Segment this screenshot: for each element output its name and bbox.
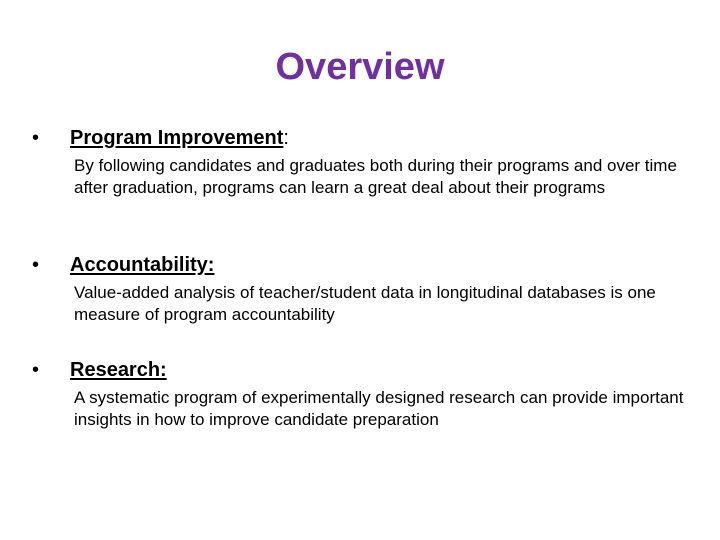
- section-body: Value-added analysis of teacher/student data in longitudinal databases is one measure of program accountability: [74, 283, 656, 324]
- heading-suffix: :: [283, 127, 289, 149]
- heading-label: Program Improvement: [70, 127, 284, 149]
- bullet-icon: •: [32, 127, 40, 149]
- section-heading: [32, 125, 692, 151]
- heading-label: Research:: [70, 359, 167, 381]
- section-program-improvement: [32, 125, 692, 199]
- bullet-icon: •: [32, 359, 40, 381]
- section-accountability: [32, 252, 692, 326]
- heading-label: Accountability:: [70, 254, 215, 276]
- section-body: By following candidates and graduates both during their programs and over time after graduation, programs can learn a great deal about their programs: [74, 156, 677, 197]
- bullet-icon: •: [32, 254, 40, 276]
- section-heading: [32, 252, 692, 278]
- section-body: A systematic program of experimentally designed research can provide important insights in how to improve candidate preparation: [74, 388, 684, 429]
- section-heading: [32, 357, 692, 383]
- section-research: [32, 357, 692, 431]
- slide-title: Overview: [275, 46, 445, 88]
